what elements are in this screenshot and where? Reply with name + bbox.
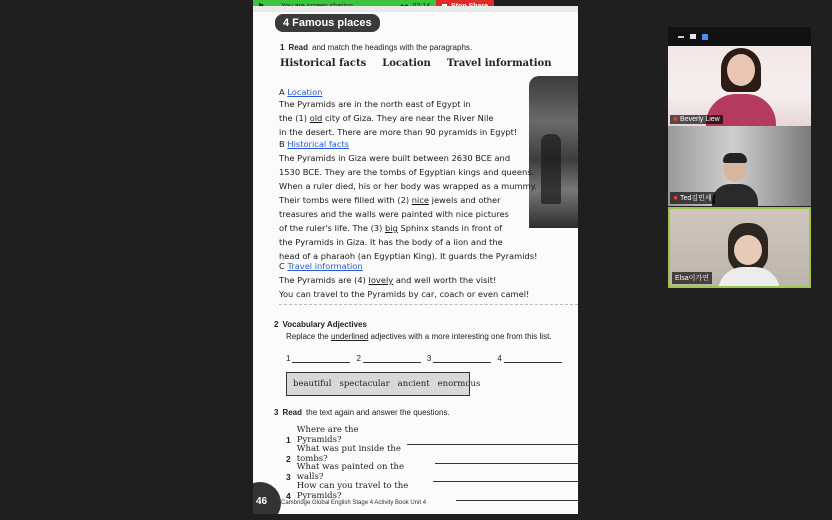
question-1 <box>280 43 472 52</box>
q3-number: 3 <box>274 408 279 417</box>
para-b-heading <box>279 138 349 152</box>
para-b-answer: Historical facts <box>287 139 349 149</box>
para-a-line1: The Pyramids are in the north east of Egypt in <box>279 99 471 109</box>
q2-instruction <box>286 332 552 341</box>
para-c-letter: C <box>279 261 285 271</box>
para-a-line2 <box>279 112 494 126</box>
q3-instruction: the text again and answer the questions. <box>306 408 450 417</box>
para-c-line1 <box>279 274 496 288</box>
para-b-line1: The Pyramids in Giza were built between 2630 BCE and <box>279 153 511 163</box>
para-b-line5: treasures and the walls were painted with nice pictures <box>279 209 509 219</box>
word-spectacular: spectacular <box>339 379 390 389</box>
footer-credit: Cambridge Global English Stage 4 Activity Book Unit 4 <box>281 500 427 506</box>
q2-instruction-underlined: underlined <box>330 332 369 341</box>
q2-blank-2-number: 2 <box>356 354 361 363</box>
participant-face <box>734 235 762 265</box>
question-2-title <box>274 320 371 329</box>
para-c-line1-rest: and well worth the visit! <box>395 275 497 285</box>
para-b-line6-start: of the ruler's life. The (3) <box>279 223 383 233</box>
word-bank <box>286 372 481 396</box>
mic-muted-icon: ✖ <box>673 195 679 202</box>
q3-q4-text: How can you travel to the Pyramids? <box>296 481 409 501</box>
word-enormous: enormous <box>437 379 481 389</box>
heading-location: Location <box>382 58 431 69</box>
q3-question-1 <box>286 425 578 445</box>
blank-2-answer: nice <box>411 195 429 205</box>
q2-instruction-end: adjectives with a more interesting one from this list. <box>370 332 552 341</box>
para-c-line2: You can travel to the Pyramids by car, coach or even camel! <box>279 289 530 299</box>
q1-number: 1 <box>280 43 285 52</box>
participant-tile-elsa[interactable] <box>668 207 811 288</box>
q3-question-3 <box>286 462 578 482</box>
heading-historical: Historical facts <box>280 58 367 69</box>
q3-q2-text: What was put inside the tombs? <box>296 444 401 464</box>
participant-name-tag <box>672 272 712 284</box>
video-panel-toolbar <box>668 27 811 46</box>
participant-body <box>718 267 780 288</box>
q2-blank-4-number: 4 <box>497 354 502 363</box>
section-divider <box>279 304 578 305</box>
q2-number: 2 <box>274 320 279 329</box>
page-number: 46 <box>256 496 268 507</box>
gallery-view-icon[interactable] <box>702 34 708 40</box>
para-b-line4-rest: jewels and other <box>431 195 501 205</box>
para-c-line1-start: The Pyramids are (4) <box>279 275 366 285</box>
word-ancient: ancient <box>397 379 430 389</box>
para-a-line2-rest: city of Giza. They are near the River Nile <box>324 113 494 123</box>
q2-blank-3[interactable] <box>427 354 491 363</box>
participant-name: Beverly Liew <box>680 116 720 123</box>
para-c-answer: Travel information <box>287 261 363 271</box>
q2-instruction-start: Replace the <box>286 332 329 341</box>
q3-q2-number: 2 <box>286 454 291 464</box>
window-view-icon[interactable] <box>690 34 696 39</box>
para-a-line3: in the desert. There are more than 90 pyramids in Egypt! <box>279 127 518 137</box>
q3-q3-text: What was painted on the walls? <box>296 462 405 482</box>
q3-q4-number: 4 <box>286 491 291 501</box>
q3-q1-text: Where are the Pyramids? <box>296 425 359 445</box>
unit-number: 4 <box>283 17 290 29</box>
q2-blanks <box>286 354 562 363</box>
participant-body <box>712 184 758 206</box>
q1-instruction: and match the headings with the paragraphs. <box>312 43 473 52</box>
blank-4-answer: lovely <box>368 275 394 285</box>
unit-title-text: Famous places <box>292 17 372 29</box>
q3-question-2 <box>286 444 578 464</box>
minimize-icon[interactable] <box>678 36 684 38</box>
blank-3-answer: big <box>385 223 398 233</box>
q2-blank-1-number: 1 <box>286 354 291 363</box>
page-footer <box>253 486 578 514</box>
para-c-heading <box>279 260 363 274</box>
participant-name-tag <box>670 115 723 124</box>
q2-blank-4[interactable] <box>497 354 561 363</box>
q2-blank-3-number: 3 <box>426 354 432 363</box>
participant-tile-beverly[interactable] <box>668 46 811 126</box>
unit-title <box>275 14 380 32</box>
q2-blank-1[interactable] <box>286 354 350 363</box>
participant-name-tag <box>670 192 715 204</box>
para-b-line6 <box>279 222 502 236</box>
q2-title: Vocabulary Adjectives <box>282 320 367 329</box>
para-a-line2-start: the (1) <box>279 113 308 123</box>
participant-face <box>727 54 755 86</box>
para-b-line7: the Pyramids in Giza. It has the body of a lion and the <box>279 237 503 247</box>
para-b-line4-start: Their tombs were filled with (2) <box>279 195 410 205</box>
participant-name: Elsa이가연 <box>675 275 709 282</box>
page-top-band <box>253 6 578 12</box>
participant-name: Ted김민세 <box>680 195 712 202</box>
para-b-line8: head of a pharaoh (an Egyptian King). It guards the Pyramids! <box>279 251 538 261</box>
q3-q3-number: 3 <box>286 472 291 482</box>
para-b-line3: When a ruler died, his or her body was wrapped as a mummy. <box>279 181 538 191</box>
q3-verb: Read <box>282 408 303 417</box>
para-a-answer: Location <box>287 87 323 97</box>
q2-blank-2[interactable] <box>356 354 420 363</box>
para-b-letter: B <box>279 139 285 149</box>
para-b-line6-rest: Sphinx stands in front of <box>400 223 503 233</box>
para-b-line4 <box>279 194 501 208</box>
word-beautiful: beautiful <box>293 379 332 389</box>
q1-verb: Read <box>288 43 309 52</box>
question-3-title <box>274 408 450 417</box>
para-b-line2: 1530 BCE. They are the tombs of Egyptian kings and queens. <box>279 167 535 177</box>
headings-row <box>280 58 552 69</box>
statue-figure <box>541 134 561 204</box>
pyramid-photo <box>529 76 578 228</box>
participant-avatar <box>723 153 747 163</box>
worksheet-page <box>253 6 578 514</box>
heading-travel: Travel information <box>446 58 552 69</box>
mic-muted-icon: ✖ <box>673 117 679 123</box>
blank-1-answer: old <box>309 113 323 123</box>
q3-q1-number: 1 <box>286 435 291 445</box>
participant-tile-ted[interactable] <box>668 126 811 206</box>
para-a-letter: A <box>279 87 285 97</box>
